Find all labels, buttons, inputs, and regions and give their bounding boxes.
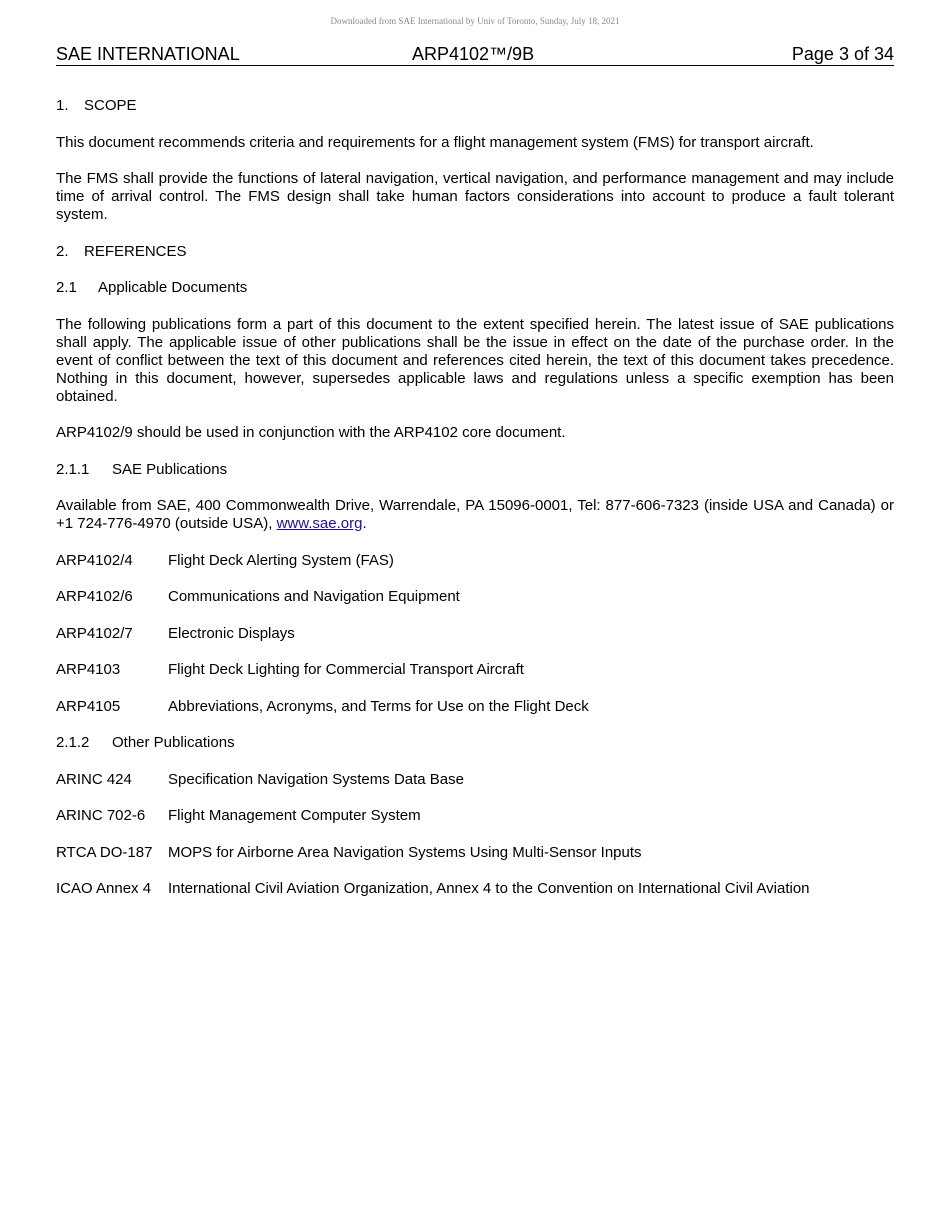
reference-entry (56, 880, 894, 898)
reference-entry (56, 844, 894, 862)
reference-entry (56, 807, 894, 825)
reference-title: MOPS for Airborne Area Navigation Systems Using Multi-Sensor Inputs (168, 843, 642, 861)
reference-entry (56, 771, 894, 789)
applicable-documents-paragraph: The following publications form a part of this document to the extent specified herein. The latest issue of SAE publications shall apply. The applicable issue of other publications shall be the issue in effect on the date of the purchase order. In the event of conflict between the text of this document and references cited herein, the text of this document takes precedence. Nothing in this document, however, supersedes applicable laws and regulations unless a specific exemption has been obtained. (56, 315, 894, 405)
reference-id: ARP4102/4 (56, 551, 133, 569)
subsection-title: Other Publications (112, 734, 235, 751)
document-body (56, 97, 894, 917)
reference-title: International Civil Aviation Organization, Annex 4 to the Convention on International Civil Aviation (168, 880, 810, 897)
scope-paragraph-2: The FMS shall provide the functions of lateral navigation, vertical navigation, and performance management and may include time of arrival control. The FMS design shall take human factors considerations into account to produce a fault tolerant system. (56, 170, 894, 223)
subsection-heading-sae-publications (56, 461, 894, 479)
section-title: SCOPE (84, 97, 137, 114)
reference-title: Specification Navigation Systems Data Base (168, 770, 464, 788)
section-number: 2. (56, 242, 69, 260)
reference-entry (56, 625, 894, 643)
section-title: REFERENCES (84, 242, 187, 260)
reference-id: ICAO Annex 4 (56, 880, 152, 897)
header-organization: SAE INTERNATIONAL (56, 44, 240, 64)
conjunction-paragraph: ARP4102/9 should be used in conjunction with the ARP4102 core document. (56, 424, 566, 441)
section-heading-references (56, 243, 894, 261)
reference-title: Flight Management Computer System (168, 807, 421, 824)
subsection-heading-applicable-documents (56, 279, 894, 297)
sae-availability-period: . (362, 515, 367, 532)
subsection-title: SAE Publications (112, 460, 228, 478)
download-watermark: Downloaded from SAE International by Univ of Toronto, Sunday, July 18, 2021 (330, 16, 620, 26)
reference-id: ARP4103 (56, 661, 121, 678)
reference-title: Abbreviations, Acronyms, and Terms for Use on the Flight Deck (168, 697, 589, 715)
reference-entry (56, 552, 894, 570)
reference-title: Flight Deck Alerting System (FAS) (168, 551, 394, 569)
reference-id: ARP4102/6 (56, 588, 133, 605)
page-header (56, 44, 894, 66)
reference-id: RTCA DO-187 (56, 843, 153, 861)
reference-id: ARINC 702-6 (56, 807, 146, 824)
subsection-number: 2.1 (56, 279, 77, 296)
header-document-number: ARP4102™/9B (412, 44, 535, 64)
header-page-number: Page 3 of 34 (791, 44, 894, 64)
subsection-number: 2.1.2 (56, 734, 90, 751)
reference-title: Communications and Navigation Equipment (168, 588, 460, 605)
sae-availability-paragraph (56, 497, 894, 533)
scope-paragraph-1: This document recommends criteria and requirements for a flight management system (FMS) for transport aircraft. (56, 133, 814, 151)
reference-entry (56, 661, 894, 679)
subsection-heading-other-publications (56, 734, 894, 752)
reference-title: Flight Deck Lighting for Commercial Transport Aircraft (168, 661, 524, 678)
reference-entry (56, 698, 894, 716)
section-number: 1. (56, 97, 69, 114)
reference-title: Electronic Displays (168, 624, 295, 642)
reference-id: ARINC 424 (56, 770, 132, 788)
sae-website-link[interactable]: www.sae.org (276, 515, 363, 532)
reference-id: ARP4102/7 (56, 624, 133, 642)
reference-entry (56, 588, 894, 606)
sae-availability-text: Available from SAE, 400 Commonwealth Drive, Warrendale, PA 15096-0001, Tel: 877-606-7323 (inside USA and Canada) or +1 724-776-4970 (outside USA), (56, 497, 894, 532)
reference-id: ARP4105 (56, 697, 121, 715)
section-heading-scope (56, 97, 894, 115)
subsection-title: Applicable Documents (98, 279, 248, 296)
subsection-number: 2.1.1 (56, 460, 90, 478)
